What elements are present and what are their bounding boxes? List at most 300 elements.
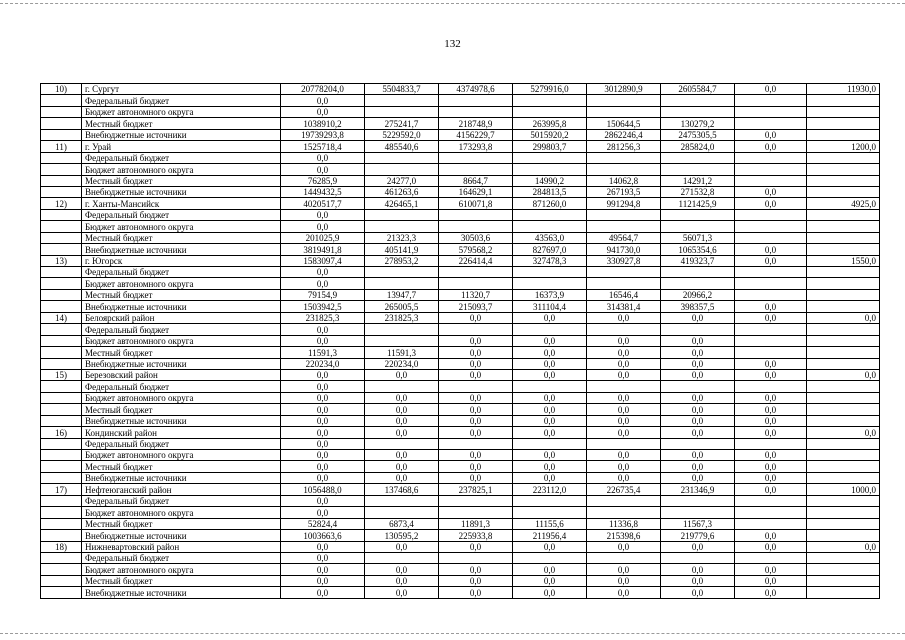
value-cell: [365, 324, 439, 335]
value-cell: [807, 587, 880, 598]
table-row: [41, 392, 880, 403]
value-cell: [587, 381, 661, 392]
value-cell: 16373,9: [513, 289, 587, 300]
value-cell: 0,0: [439, 335, 513, 346]
value-cell: 0,0: [439, 369, 513, 380]
value-cell: [807, 324, 880, 335]
value-cell: 0,0: [281, 106, 365, 117]
value-cell: 0,0: [281, 381, 365, 392]
row-name-cell: Федеральный бюджет: [82, 95, 281, 106]
value-cell: 0,0: [513, 575, 587, 586]
value-cell: 4925,0: [807, 198, 880, 209]
value-cell: 226735,4: [587, 484, 661, 495]
value-cell: 0,0: [513, 415, 587, 426]
value-cell: 0,0: [807, 541, 880, 552]
table-row: [41, 221, 880, 232]
row-name-cell: Внебюджетные источники: [82, 472, 281, 483]
value-cell: 0,0: [735, 575, 807, 586]
value-cell: [365, 221, 439, 232]
value-cell: 275241,7: [365, 118, 439, 129]
value-cell: 0,0: [281, 415, 365, 426]
value-cell: 0,0: [281, 335, 365, 346]
value-cell: 0,0: [513, 472, 587, 483]
value-cell: 4020517,7: [281, 198, 365, 209]
value-cell: [807, 461, 880, 472]
table-row: [41, 278, 880, 289]
value-cell: 311104,4: [513, 301, 587, 312]
row-name-cell: Внебюджетные источники: [82, 129, 281, 140]
row-name-cell: Внебюджетные источники: [82, 301, 281, 312]
value-cell: [661, 152, 735, 163]
value-cell: 130595,2: [365, 530, 439, 541]
value-cell: 1000,0: [807, 484, 880, 495]
value-cell: 0,0: [661, 369, 735, 380]
value-cell: 0,0: [281, 575, 365, 586]
value-cell: 0,0: [661, 415, 735, 426]
value-cell: 0,0: [735, 450, 807, 461]
value-cell: [365, 152, 439, 163]
value-cell: 0,0: [735, 392, 807, 403]
table-row: [41, 175, 880, 186]
row-number-cell: [41, 335, 82, 346]
table-row: [41, 152, 880, 163]
value-cell: 130279,2: [661, 118, 735, 129]
value-cell: [365, 267, 439, 278]
value-cell: 1525718,4: [281, 141, 365, 152]
value-cell: [735, 507, 807, 518]
value-cell: 991294,8: [587, 198, 661, 209]
value-cell: 2475305,5: [661, 129, 735, 140]
value-cell: [807, 118, 880, 129]
value-cell: [735, 267, 807, 278]
value-cell: 0,0: [735, 129, 807, 140]
value-cell: [661, 106, 735, 117]
value-cell: 0,0: [735, 484, 807, 495]
value-cell: [807, 530, 880, 541]
row-number-cell: [41, 164, 82, 175]
table-row: [41, 587, 880, 598]
value-cell: 0,0: [735, 541, 807, 552]
row-name-cell: г. Урай: [82, 141, 281, 152]
table-row: [41, 530, 880, 541]
table-row: [41, 518, 880, 529]
value-cell: 223112,0: [513, 484, 587, 495]
value-cell: [439, 324, 513, 335]
value-cell: 0,0: [513, 392, 587, 403]
row-number-cell: [41, 507, 82, 518]
row-name-cell: Нефтеюганский район: [82, 484, 281, 495]
value-cell: [513, 381, 587, 392]
value-cell: 11591,3: [365, 347, 439, 358]
row-number-cell: [41, 587, 82, 598]
value-cell: 0,0: [365, 564, 439, 575]
value-cell: [807, 575, 880, 586]
value-cell: [439, 381, 513, 392]
value-cell: 0,0: [513, 369, 587, 380]
value-cell: [513, 152, 587, 163]
value-cell: 0,0: [365, 404, 439, 415]
value-cell: 24277,0: [365, 175, 439, 186]
row-number-cell: [41, 415, 82, 426]
value-cell: 0,0: [281, 507, 365, 518]
row-number-cell: [41, 404, 82, 415]
value-cell: 0,0: [365, 541, 439, 552]
value-cell: [587, 106, 661, 117]
value-cell: [513, 552, 587, 563]
value-cell: 5504833,7: [365, 84, 439, 95]
value-cell: 8664,7: [439, 175, 513, 186]
row-number-cell: [41, 289, 82, 300]
value-cell: [365, 209, 439, 220]
value-cell: 1449432,5: [281, 186, 365, 197]
value-cell: 0,0: [281, 461, 365, 472]
value-cell: 219779,6: [661, 530, 735, 541]
value-cell: [513, 324, 587, 335]
value-cell: 11930,0: [807, 84, 880, 95]
row-number-cell: [41, 518, 82, 529]
value-cell: [587, 152, 661, 163]
value-cell: 284813,5: [513, 186, 587, 197]
value-cell: 0,0: [513, 404, 587, 415]
value-cell: 5279916,0: [513, 84, 587, 95]
row-number-cell: 16): [41, 427, 82, 438]
table-row: [41, 507, 880, 518]
value-cell: 0,0: [281, 552, 365, 563]
row-name-cell: Бюджет автономного округа: [82, 450, 281, 461]
row-name-cell: Местный бюджет: [82, 118, 281, 129]
value-cell: [807, 175, 880, 186]
value-cell: 21323,3: [365, 232, 439, 243]
value-cell: 0,0: [513, 461, 587, 472]
table-row: [41, 495, 880, 506]
value-cell: 0,0: [587, 392, 661, 403]
value-cell: 0,0: [513, 541, 587, 552]
value-cell: [661, 95, 735, 106]
value-cell: 0,0: [735, 244, 807, 255]
value-cell: [807, 518, 880, 529]
value-cell: 0,0: [807, 369, 880, 380]
value-cell: 52824,4: [281, 518, 365, 529]
value-cell: 11320,7: [439, 289, 513, 300]
value-cell: 330927,8: [587, 255, 661, 266]
value-cell: [587, 324, 661, 335]
table-row: [41, 552, 880, 563]
value-cell: 0,0: [587, 472, 661, 483]
table-row: [41, 404, 880, 415]
value-cell: 20778204,0: [281, 84, 365, 95]
value-cell: [365, 278, 439, 289]
value-cell: [735, 438, 807, 449]
value-cell: 79154,9: [281, 289, 365, 300]
row-name-cell: Местный бюджет: [82, 404, 281, 415]
value-cell: 0,0: [439, 564, 513, 575]
value-cell: [807, 244, 880, 255]
value-cell: [587, 267, 661, 278]
value-cell: [735, 278, 807, 289]
value-cell: [735, 518, 807, 529]
table-row: [41, 541, 880, 552]
value-cell: 11336,8: [587, 518, 661, 529]
value-cell: 0,0: [281, 404, 365, 415]
row-name-cell: Бюджет автономного округа: [82, 221, 281, 232]
value-cell: [661, 552, 735, 563]
value-cell: 0,0: [735, 312, 807, 323]
value-cell: [807, 267, 880, 278]
value-cell: [807, 564, 880, 575]
value-cell: 0,0: [365, 472, 439, 483]
value-cell: [735, 347, 807, 358]
value-cell: [513, 95, 587, 106]
value-cell: [807, 232, 880, 243]
table-row: [41, 232, 880, 243]
table-row: [41, 118, 880, 129]
row-name-cell: Федеральный бюджет: [82, 438, 281, 449]
value-cell: [807, 129, 880, 140]
value-cell: 11591,3: [281, 347, 365, 358]
row-name-cell: Местный бюджет: [82, 575, 281, 586]
value-cell: [735, 335, 807, 346]
value-cell: 0,0: [661, 335, 735, 346]
row-name-cell: Местный бюджет: [82, 232, 281, 243]
value-cell: 0,0: [735, 369, 807, 380]
value-cell: [513, 438, 587, 449]
value-cell: 271532,8: [661, 186, 735, 197]
table-row: [41, 564, 880, 575]
value-cell: [735, 289, 807, 300]
value-cell: [735, 232, 807, 243]
page-number: 132: [444, 38, 461, 50]
value-cell: [513, 495, 587, 506]
value-cell: 237825,1: [439, 484, 513, 495]
table-row: [41, 244, 880, 255]
value-cell: [735, 209, 807, 220]
row-name-cell: Местный бюджет: [82, 461, 281, 472]
row-number-cell: [41, 221, 82, 232]
value-cell: 4374978,6: [439, 84, 513, 95]
value-cell: [439, 495, 513, 506]
value-cell: [439, 209, 513, 220]
value-cell: 30503,6: [439, 232, 513, 243]
value-cell: [365, 438, 439, 449]
value-cell: 0,0: [439, 358, 513, 369]
value-cell: [587, 552, 661, 563]
value-cell: [735, 381, 807, 392]
value-cell: 0,0: [281, 450, 365, 461]
value-cell: [807, 404, 880, 415]
value-cell: 0,0: [661, 587, 735, 598]
value-cell: [513, 278, 587, 289]
scan-edge-bottom: [0, 633, 905, 634]
row-number-cell: [41, 129, 82, 140]
row-name-cell: Федеральный бюджет: [82, 152, 281, 163]
value-cell: [587, 164, 661, 175]
value-cell: 827697,0: [513, 244, 587, 255]
value-cell: [735, 95, 807, 106]
value-cell: [439, 152, 513, 163]
value-cell: 0,0: [735, 255, 807, 266]
table-row: [41, 415, 880, 426]
table-row: [41, 141, 880, 152]
value-cell: [735, 106, 807, 117]
table-row: [41, 95, 880, 106]
value-cell: 0,0: [735, 564, 807, 575]
value-cell: 0,0: [661, 472, 735, 483]
value-cell: 220234,0: [281, 358, 365, 369]
table-row: [41, 381, 880, 392]
value-cell: [735, 164, 807, 175]
row-number-cell: [41, 95, 82, 106]
row-name-cell: Федеральный бюджет: [82, 209, 281, 220]
table-row: [41, 84, 880, 95]
value-cell: [439, 106, 513, 117]
value-cell: 0,0: [513, 450, 587, 461]
value-cell: 1550,0: [807, 255, 880, 266]
value-cell: 0,0: [439, 415, 513, 426]
value-cell: [807, 392, 880, 403]
table-row: [41, 267, 880, 278]
value-cell: 0,0: [735, 587, 807, 598]
value-cell: 0,0: [281, 324, 365, 335]
value-cell: [365, 106, 439, 117]
value-cell: 215093,7: [439, 301, 513, 312]
row-number-cell: 17): [41, 484, 82, 495]
row-number-cell: [41, 564, 82, 575]
value-cell: [807, 381, 880, 392]
value-cell: [807, 438, 880, 449]
value-cell: [587, 278, 661, 289]
value-cell: [439, 438, 513, 449]
value-cell: 0,0: [513, 335, 587, 346]
table-row: [41, 312, 880, 323]
value-cell: [735, 152, 807, 163]
value-cell: [807, 358, 880, 369]
value-cell: 11891,3: [439, 518, 513, 529]
row-name-cell: Бюджет автономного округа: [82, 106, 281, 117]
value-cell: 0,0: [365, 450, 439, 461]
value-cell: 0,0: [513, 347, 587, 358]
value-cell: [735, 552, 807, 563]
value-cell: 0,0: [587, 564, 661, 575]
value-cell: 610071,8: [439, 198, 513, 209]
value-cell: [661, 324, 735, 335]
value-cell: 150644,5: [587, 118, 661, 129]
table-row: [41, 461, 880, 472]
table-row: [41, 369, 880, 380]
value-cell: 0,0: [281, 267, 365, 278]
value-cell: 0,0: [587, 461, 661, 472]
value-cell: [807, 164, 880, 175]
row-name-cell: Местный бюджет: [82, 347, 281, 358]
value-cell: 201025,9: [281, 232, 365, 243]
value-cell: [365, 381, 439, 392]
value-cell: 1121425,9: [661, 198, 735, 209]
value-cell: 3819491,8: [281, 244, 365, 255]
value-cell: 0,0: [587, 335, 661, 346]
value-cell: 1003663,6: [281, 530, 365, 541]
value-cell: [439, 552, 513, 563]
value-cell: [587, 495, 661, 506]
value-cell: 0,0: [587, 587, 661, 598]
value-cell: 0,0: [661, 575, 735, 586]
value-cell: [807, 95, 880, 106]
value-cell: [807, 186, 880, 197]
value-cell: 0,0: [281, 164, 365, 175]
row-number-cell: [41, 392, 82, 403]
value-cell: 0,0: [661, 392, 735, 403]
value-cell: 0,0: [281, 221, 365, 232]
row-name-cell: Внебюджетные источники: [82, 358, 281, 369]
row-number-cell: [41, 301, 82, 312]
scan-edge-top: [0, 3, 905, 4]
row-name-cell: г. Сургут: [82, 84, 281, 95]
value-cell: [587, 438, 661, 449]
row-number-cell: 11): [41, 141, 82, 152]
value-cell: 14062,8: [587, 175, 661, 186]
row-number-cell: [41, 358, 82, 369]
table-row: [41, 289, 880, 300]
row-name-cell: Внебюджетные источники: [82, 415, 281, 426]
value-cell: 579568,2: [439, 244, 513, 255]
value-cell: 299803,7: [513, 141, 587, 152]
value-cell: 0,0: [365, 427, 439, 438]
value-cell: 164629,1: [439, 186, 513, 197]
value-cell: 0,0: [735, 358, 807, 369]
value-cell: 0,0: [439, 427, 513, 438]
value-cell: 49564,7: [587, 232, 661, 243]
row-number-cell: 10): [41, 84, 82, 95]
value-cell: [661, 221, 735, 232]
value-cell: 13947,7: [365, 289, 439, 300]
value-cell: [661, 495, 735, 506]
value-cell: 43563,0: [513, 232, 587, 243]
value-cell: 0,0: [281, 587, 365, 598]
value-cell: 4156229,7: [439, 129, 513, 140]
value-cell: 327478,3: [513, 255, 587, 266]
row-name-cell: Внебюджетные источники: [82, 244, 281, 255]
value-cell: [735, 175, 807, 186]
value-cell: [807, 301, 880, 312]
value-cell: [365, 95, 439, 106]
row-name-cell: Федеральный бюджет: [82, 267, 281, 278]
table-row: [41, 129, 880, 140]
value-cell: [807, 209, 880, 220]
value-cell: [439, 278, 513, 289]
value-cell: [735, 118, 807, 129]
value-cell: 0,0: [661, 347, 735, 358]
value-cell: 0,0: [439, 347, 513, 358]
value-cell: 0,0: [281, 95, 365, 106]
value-cell: 0,0: [281, 427, 365, 438]
value-cell: [365, 164, 439, 175]
value-cell: 0,0: [281, 369, 365, 380]
value-cell: 0,0: [735, 141, 807, 152]
value-cell: 218748,9: [439, 118, 513, 129]
row-name-cell: Березовский район: [82, 369, 281, 380]
value-cell: 0,0: [735, 198, 807, 209]
value-cell: 0,0: [281, 438, 365, 449]
value-cell: [513, 221, 587, 232]
value-cell: 0,0: [587, 347, 661, 358]
value-cell: 0,0: [281, 564, 365, 575]
value-cell: [807, 495, 880, 506]
row-name-cell: Местный бюджет: [82, 289, 281, 300]
value-cell: 16546,4: [587, 289, 661, 300]
row-number-cell: [41, 530, 82, 541]
value-cell: 267193,5: [587, 186, 661, 197]
value-cell: 314381,4: [587, 301, 661, 312]
value-cell: 3012890,9: [587, 84, 661, 95]
row-name-cell: Федеральный бюджет: [82, 495, 281, 506]
